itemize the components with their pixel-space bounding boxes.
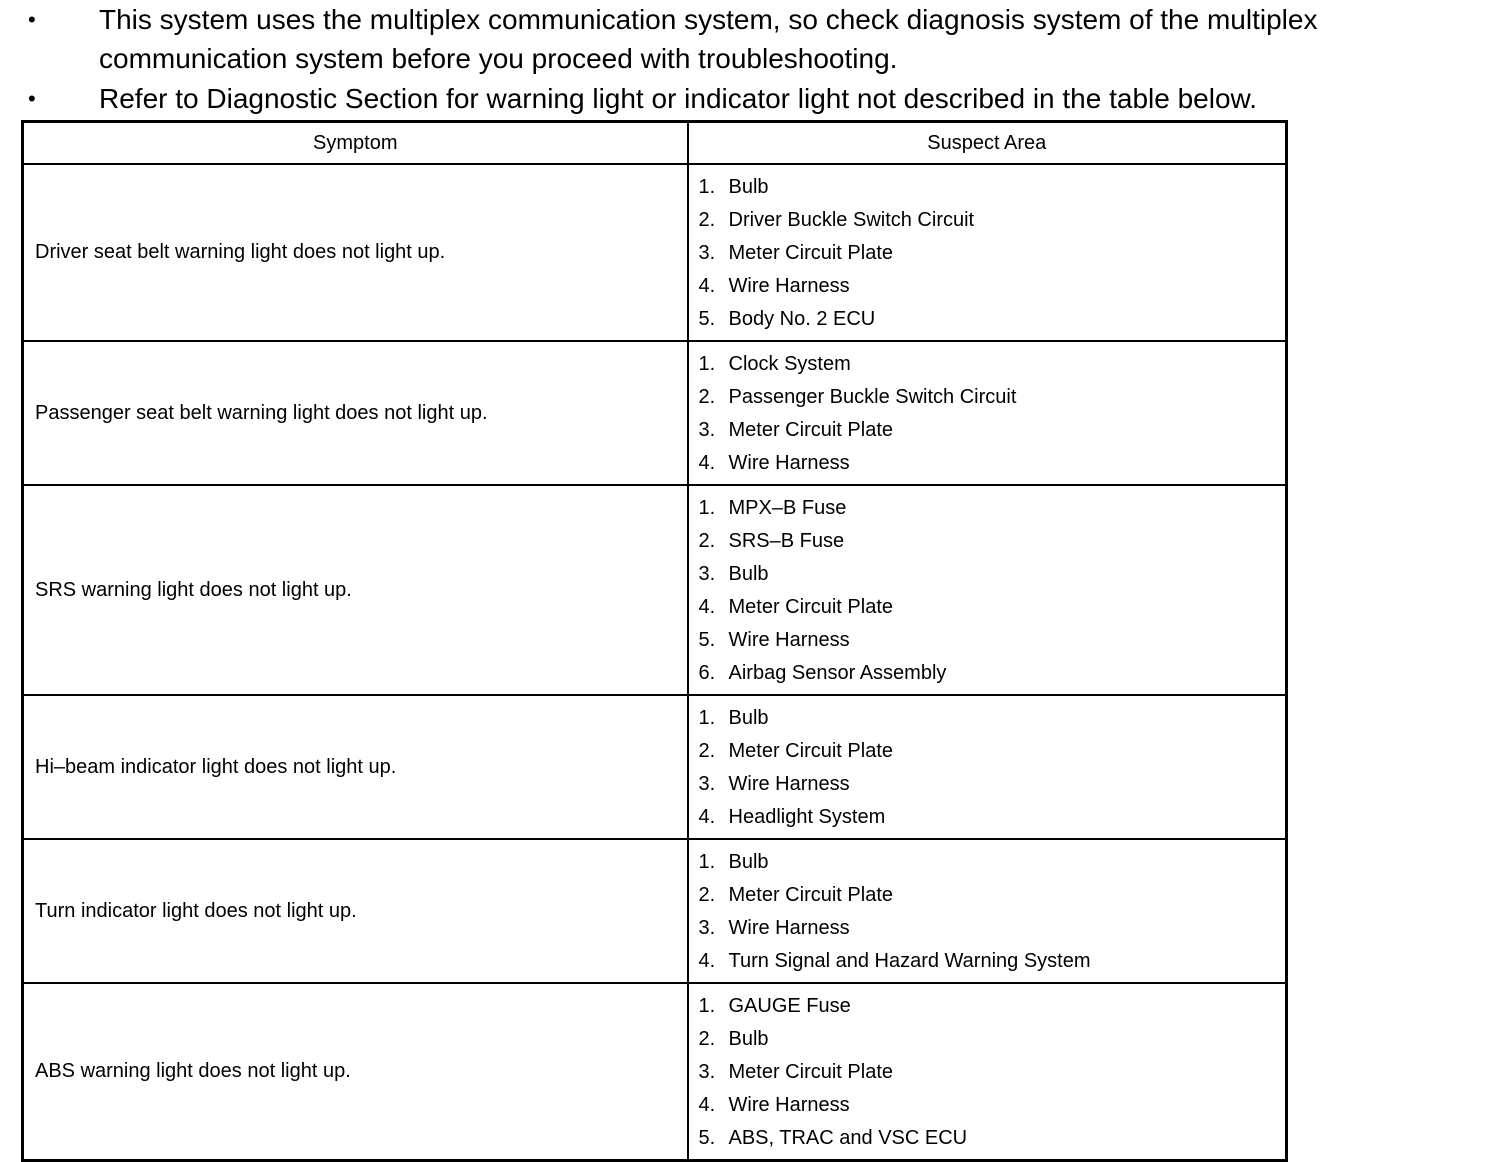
suspect-text: Body No. 2 ECU (728, 308, 876, 330)
symptom-cell: Turn indicator light does not light up. (23, 839, 688, 983)
suspect-area-cell (688, 839, 1287, 983)
suspect-item (699, 879, 1286, 912)
suspect-item (699, 447, 1286, 480)
suspect-number: 1. (698, 851, 716, 873)
symptom-cell: Driver seat belt warning light does not light up. (23, 164, 688, 341)
suspect-text: Wire Harness (728, 452, 850, 474)
suspect-area-cell (688, 983, 1287, 1161)
suspect-number: 5. (698, 629, 716, 651)
suspect-item (699, 525, 1286, 558)
suspect-number: 3. (698, 1061, 716, 1083)
suspect-item (699, 702, 1286, 735)
suspect-text: Meter Circuit Plate (728, 242, 893, 264)
suspect-text: Driver Buckle Switch Circuit (728, 209, 975, 231)
suspect-item (699, 381, 1286, 414)
suspect-text: Passenger Buckle Switch Circuit (728, 386, 1017, 408)
suspect-text: ABS, TRAC and VSC ECU (728, 1127, 968, 1149)
suspect-item (699, 657, 1286, 690)
table-body (23, 164, 1287, 1161)
suspect-text: Meter Circuit Plate (728, 740, 893, 762)
table-row (23, 341, 1287, 485)
note-text: This system uses the multiplex communication system, so check diagnosis system of the multiplex communication system before you proceed with troubleshooting. (99, 4, 1318, 74)
suspect-item (699, 558, 1286, 591)
note-text: Refer to Diagnostic Section for warning light or indicator light not described in the table below. (99, 83, 1257, 114)
bullet-icon: • (28, 7, 36, 32)
suspect-number: 1. (698, 707, 716, 729)
table-row (23, 839, 1287, 983)
symptom-cell: Hi–beam indicator light does not light up. (23, 695, 688, 839)
suspect-number: 2. (698, 386, 716, 408)
suspect-number: 1. (698, 176, 716, 198)
suspect-text: Bulb (728, 563, 769, 585)
suspect-item (699, 945, 1286, 978)
table-header-row (23, 122, 1287, 165)
suspect-number: 2. (698, 530, 716, 552)
suspect-text: Wire Harness (728, 917, 850, 939)
table-row (23, 485, 1287, 695)
suspect-number: 2. (698, 884, 716, 906)
symptom-cell: ABS warning light does not light up. (23, 983, 688, 1161)
suspect-item (699, 624, 1286, 657)
note-item (0, 0, 1504, 78)
suspect-item (699, 348, 1286, 381)
suspect-number: 4. (698, 275, 716, 297)
bullet-icon: • (28, 86, 36, 111)
suspect-item (699, 171, 1286, 204)
suspect-text: Meter Circuit Plate (728, 1061, 893, 1083)
suspect-item (699, 1089, 1286, 1122)
suspect-text: Headlight System (728, 806, 886, 828)
suspect-list (699, 348, 1286, 480)
suspect-area-column-header: Suspect Area (688, 122, 1287, 165)
suspect-area-cell (688, 341, 1287, 485)
suspect-item (699, 990, 1286, 1023)
symptom-table (21, 120, 1288, 1162)
suspect-item (699, 1122, 1286, 1155)
suspect-number: 3. (698, 773, 716, 795)
suspect-number: 3. (698, 419, 716, 441)
suspect-item (699, 591, 1286, 624)
suspect-item (699, 237, 1286, 270)
table-row (23, 695, 1287, 839)
suspect-number: 4. (698, 596, 716, 618)
suspect-area-cell (688, 695, 1287, 839)
suspect-number: 2. (698, 1028, 716, 1050)
suspect-list (699, 492, 1286, 690)
suspect-item (699, 414, 1286, 447)
suspect-list (699, 702, 1286, 834)
suspect-number: 1. (698, 353, 716, 375)
suspect-item (699, 492, 1286, 525)
suspect-number: 3. (698, 242, 716, 264)
suspect-text: Meter Circuit Plate (728, 419, 893, 441)
suspect-text: Turn Signal and Hazard Warning System (728, 950, 1091, 972)
suspect-number: 1. (698, 497, 716, 519)
suspect-list (699, 846, 1286, 978)
suspect-number: 5. (698, 1127, 716, 1149)
suspect-text: Meter Circuit Plate (728, 596, 893, 618)
note-item (0, 79, 1504, 118)
table-row (23, 164, 1287, 341)
suspect-item (699, 270, 1286, 303)
suspect-text: Bulb (728, 707, 769, 729)
suspect-item (699, 768, 1286, 801)
suspect-number: 4. (698, 950, 716, 972)
suspect-number: 3. (698, 917, 716, 939)
suspect-item (699, 846, 1286, 879)
suspect-item (699, 303, 1286, 336)
suspect-number: 4. (698, 806, 716, 828)
suspect-number: 1. (698, 995, 716, 1017)
suspect-number: 5. (698, 308, 716, 330)
suspect-text: Wire Harness (728, 629, 850, 651)
suspect-item (699, 204, 1286, 237)
suspect-list (699, 171, 1286, 336)
suspect-list (699, 990, 1286, 1155)
suspect-number: 4. (698, 1094, 716, 1116)
suspect-item (699, 1023, 1286, 1056)
symptom-cell: Passenger seat belt warning light does not light up. (23, 341, 688, 485)
notes-list (0, 0, 1504, 118)
suspect-text: Bulb (728, 1028, 769, 1050)
suspect-text: MPX–B Fuse (728, 497, 847, 519)
suspect-text: Wire Harness (728, 275, 850, 297)
suspect-text: Bulb (728, 176, 769, 198)
suspect-text: Wire Harness (728, 773, 850, 795)
suspect-item (699, 1056, 1286, 1089)
suspect-number: 4. (698, 452, 716, 474)
suspect-item (699, 912, 1286, 945)
suspect-area-cell (688, 164, 1287, 341)
suspect-text: Clock System (728, 353, 851, 375)
symptom-cell: SRS warning light does not light up. (23, 485, 688, 695)
table-row (23, 983, 1287, 1161)
suspect-number: 2. (698, 740, 716, 762)
suspect-item (699, 735, 1286, 768)
suspect-text: Wire Harness (728, 1094, 850, 1116)
suspect-text: Meter Circuit Plate (728, 884, 893, 906)
suspect-item (699, 801, 1286, 834)
suspect-text: GAUGE Fuse (728, 995, 851, 1017)
symptom-column-header: Symptom (23, 122, 688, 165)
suspect-text: Airbag Sensor Assembly (728, 662, 947, 684)
suspect-text: SRS–B Fuse (728, 530, 845, 552)
suspect-number: 3. (698, 563, 716, 585)
suspect-text: Bulb (728, 851, 769, 873)
suspect-area-cell (688, 485, 1287, 695)
suspect-number: 6. (698, 662, 716, 684)
suspect-number: 2. (698, 209, 716, 231)
